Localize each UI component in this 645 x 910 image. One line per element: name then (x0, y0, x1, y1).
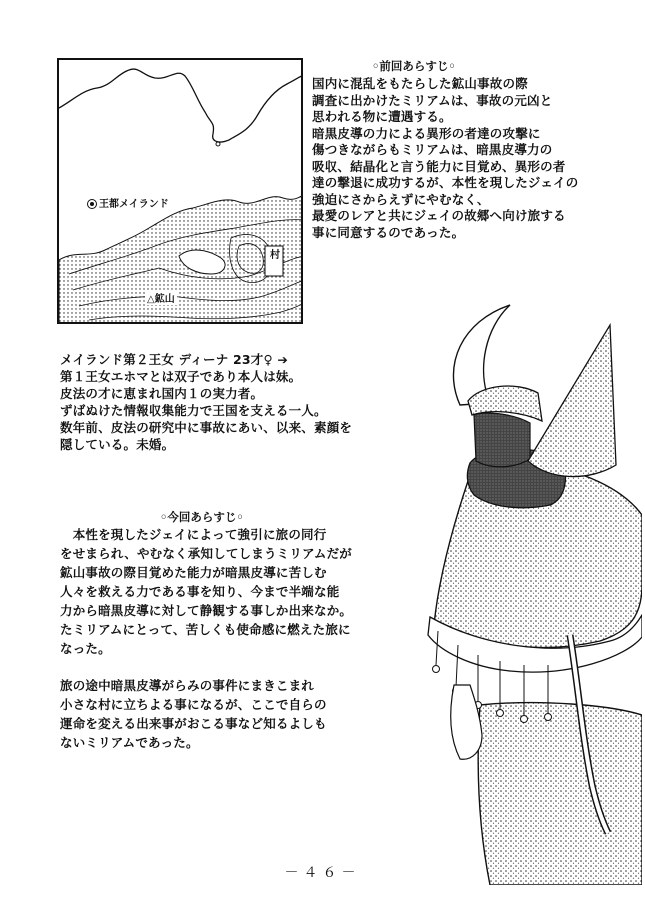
text-line: をせまられ、やむなく承知してしまうミリアムだが (60, 546, 352, 561)
page-number: －４６－ (284, 865, 361, 881)
text-line: 小さな村に立ちよる事になるが、ここで自らの (60, 697, 327, 712)
previous-synopsis-title: ◦前回あらすじ◦ (372, 59, 456, 73)
character-name-line: メイランド第２王女 ディーナ 23才♀ ➔ (60, 352, 289, 367)
village-label: 村 (270, 250, 280, 261)
text-line: 運命を変える出来事がおこる事など知るよしも (60, 716, 327, 731)
text-line: 旅の途中暗黒皮導がらみの事件にまきこまれ (60, 678, 315, 693)
character-illustration (420, 285, 642, 885)
text-line: 人々を救える力である事を知り、今まで半端な能 (60, 584, 340, 599)
text-line: ずばぬけた情報収集能力で王国を支える一人。 (60, 403, 327, 418)
character-profile (60, 351, 352, 453)
text-line: 本性を現したジェイによって強引に旅の同行 (60, 527, 327, 542)
arm (451, 685, 482, 759)
text-line: 調査に出かけたミリアムは、事故の元凶と (312, 92, 553, 108)
text-line: 国内に混乱をもたらした鉱山事故の際 (312, 76, 528, 91)
text-line: 吸収、結晶化と言う能力に目覚め、異形の者 (312, 158, 566, 174)
coastline (59, 69, 303, 142)
text-line: 力から暗黒皮導に対して静観する事しか出来なか。 (60, 603, 353, 618)
text-line: なった。 (60, 641, 111, 656)
text-line: 事に同意するのであった。 (312, 224, 465, 240)
face-mask (474, 413, 530, 467)
text-line: 最愛のレアと共にジェイの故郷へ向け旅する (312, 208, 566, 223)
mine-label: △鉱山 (145, 290, 177, 305)
capital-label: 王都メイランド (87, 195, 169, 210)
text-line: 第１王女エホマとは双子であり本人は妹。 (60, 369, 302, 384)
coat (478, 703, 642, 885)
current-synopsis-title: ◦今回あらすじ◦ (160, 510, 244, 524)
text-line: 傷つきながらもミリアムは、暗黒皮導力の (312, 142, 553, 157)
text-line: 皮法の才に恵まれ国内１の実力者。 (60, 386, 264, 401)
capital-marker-icon (87, 199, 97, 209)
previous-synopsis-text (312, 76, 578, 241)
text-line: 鉱山事故の際目覚めた能力が暗黒皮導に苦しむ (60, 565, 327, 580)
text-line: たミリアムにとって、苦しくも使命感に燃えた旅に (60, 622, 351, 637)
text-line: 数年前、皮法の研究中に事故にあい、以来、素顔を (60, 420, 353, 435)
collar-spire (528, 325, 616, 477)
text-line: 強迫にさからえずにやむなく、 (312, 191, 490, 207)
current-synopsis-text (60, 525, 352, 752)
text-line: 思われる物に遭遇する。 (312, 109, 452, 124)
paragraph-gap (60, 658, 352, 676)
text-line: 達の撃退に成功するが、本性を現したジェイの (312, 175, 579, 190)
text-line: ないミリアムであった。 (60, 735, 199, 750)
text-line: 暗黒皮導の力による異形の者達の攻撃に (312, 125, 541, 141)
map-panel (57, 58, 303, 324)
text-line: 隠している。未婚。 (60, 437, 175, 452)
map-illustration (59, 60, 303, 324)
